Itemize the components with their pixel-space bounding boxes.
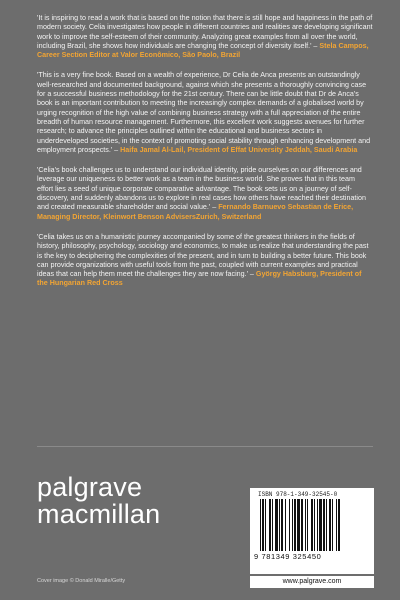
quote-text: 'It is inspiring to read a work that is based on the notion that there is still hope and happiness in the path of modern society. Celia investigates how people in different countries and realities are developing significant work to improve the self-esteem of their community. Analyzing great examples from all over the world, including Brazil, she shows how individuals are changing the concept of diversity itself.' – <box>37 14 373 50</box>
publisher-url[interactable]: www.palgrave.com <box>250 576 374 588</box>
quote-text: 'Celia takes us on a humanistic journey accompanied by some of the greatest thinkers in the fields of history, philosophy, psychology, sociology and economics, to make us realize that understanding the past is the key to deciphering the complexities of the present, and in turn to building a better future. This book can provide organizations with useful tools from the past, coupled with current examples and practical ideas that can help them meet the challenges they are now facing.' – <box>37 232 369 279</box>
isbn-label: ISBN 978-1-349-32545-0 <box>258 491 338 498</box>
divider <box>37 446 373 447</box>
quote-attribution: Fernando Barnuevo Sebastian de Erice, Managing Director, Kleinwort Benson AdvisersZurich, Switzerland <box>37 203 354 221</box>
cover-image-credit: Cover image © Donald Miralle/Getty <box>37 578 126 584</box>
quote-attribution: Stela Campos, Career Section Editor at Valor Econômico, São Paolo, Brazil <box>37 41 369 60</box>
quote-text: 'This is a very fine book. Based on a wealth of experience, Dr Celia de Anca presents an outstandingly well-researched and documented background, against which she presents a thoroughly convincing case for a successful business methodology for the 21st century. There can be little doubt that Dr de Anca's book is an important contribution to meeting the increasingly complex demands of a globalised world by urging recognition of the high value of combining business strategy with a full appreciation of the entire breadth of human resource management. Furthermore, this excellent work suggests avenues for further research; to advance the principles outlined within the educational and business sectors in underdeveloped societies, in the context of promoting social stability through enhancing development and employment prospects.' – <box>37 71 371 154</box>
endorsement-quote-3 <box>37 166 373 222</box>
endorsement-quote-2 <box>37 71 373 155</box>
endorsement-quote-1 <box>37 14 373 60</box>
endorsement-quote-4 <box>37 233 373 289</box>
barcode-panel <box>250 488 374 574</box>
quote-text: 'Celia's book challenges us to understand our individual identity, pride ourselves on our differences and leverage our uniqueness to better work as a team in the business world. She proves that in this team effort lies a seed of unique corporate comparative advantage. The book sets us on a journey of self-discovery, and suddenly abandons us to explore in real cases how others have reached their destination and created measurable shareholder and social value.' – <box>37 166 366 212</box>
publisher-logo <box>37 474 160 528</box>
endorsements <box>37 14 373 300</box>
logo-line-palgrave: palgrave <box>37 472 143 502</box>
barcode-digits: 9 781349 325450 <box>254 552 322 561</box>
quote-attribution: György Habsburg, President of the Hungarian Red Cross <box>37 270 362 288</box>
quote-attribution: Haifa Jamal Al-Lail, President of Effat University Jeddah, Saudi Arabia <box>120 145 358 154</box>
logo-line-macmillan: macmillan <box>37 499 161 529</box>
barcode-icon <box>258 499 366 553</box>
